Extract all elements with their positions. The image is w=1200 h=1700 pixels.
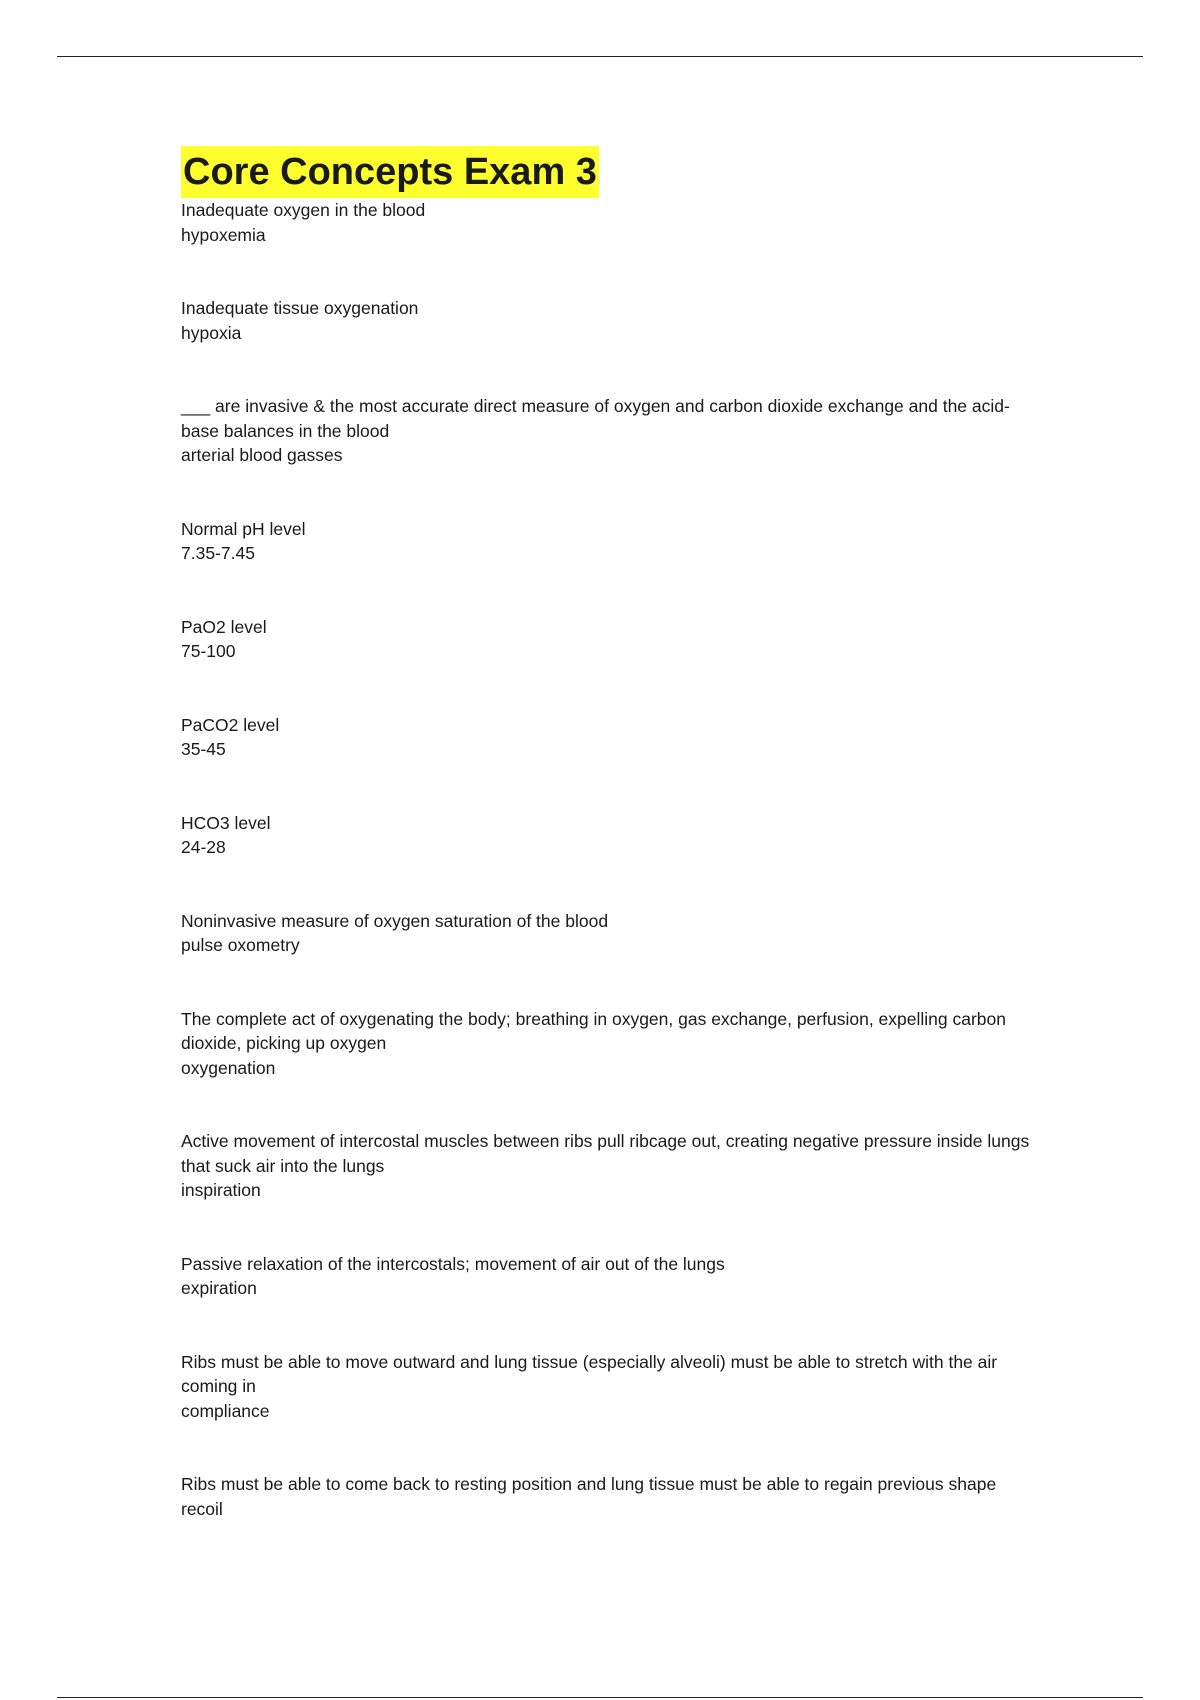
flashcard-answer: pulse oxometry	[181, 935, 300, 955]
flashcard-answer: 35-45	[181, 739, 226, 759]
flashcard	[181, 615, 1031, 664]
flashcard	[181, 909, 1031, 958]
flashcard-question: HCO3 level	[181, 812, 271, 833]
flashcard-question: Inadequate oxygen in the blood	[181, 200, 426, 220]
flashcard-answer: inspiration	[181, 1180, 261, 1200]
flashcard-question: Ribs must be able to come back to resting position and lung tissue must be able to regain previous shape	[181, 1474, 997, 1494]
flashcard-answer: recoil	[181, 1498, 223, 1519]
flashcard-answer: compliance	[181, 1400, 270, 1421]
header-rule	[57, 56, 1143, 57]
flashcard-question: PaCO2 level	[181, 714, 280, 735]
document-title: Core Concepts Exam 3	[181, 146, 599, 198]
flashcard-question: ___ are invasive & the most accurate direct measure of oxygen and carbon dioxide exchange and the acid-base balances in the blood	[181, 396, 1010, 441]
flashcard-question: Ribs must be able to move outward and lung tissue (especially alveoli) must be able to stretch with the air coming in	[181, 1351, 998, 1396]
flashcard-question: Passive relaxation of the intercostals; movement of air out of the lungs	[181, 1253, 725, 1274]
flashcard-question: Normal pH level	[181, 518, 306, 539]
footer-rule	[57, 1697, 1143, 1698]
flashcard-answer: hypoxemia	[181, 224, 266, 245]
flashcard-list	[181, 198, 1031, 1521]
flashcard-answer: oxygenation	[181, 1057, 276, 1078]
flashcard-answer: 7.35-7.45	[181, 543, 255, 563]
flashcard	[181, 198, 1031, 247]
flashcard	[181, 394, 1031, 468]
flashcard	[181, 296, 1031, 345]
flashcard-answer: 24-28	[181, 837, 226, 857]
flashcard	[181, 1472, 1031, 1521]
flashcard-answer: expiration	[181, 1278, 257, 1298]
flashcard	[181, 1007, 1031, 1081]
flashcard	[181, 713, 1031, 762]
flashcard-question: Noninvasive measure of oxygen saturation of the blood	[181, 910, 609, 931]
flashcard	[181, 517, 1031, 566]
flashcard	[181, 1252, 1031, 1301]
flashcard-question: The complete act of oxygenating the body; breathing in oxygen, gas exchange, perfusion, expelling carbon dioxide, picking up oxygen	[181, 1008, 1006, 1053]
document-body	[181, 146, 1031, 1570]
flashcard-answer: hypoxia	[181, 322, 242, 343]
flashcard	[181, 1129, 1031, 1203]
flashcard-question: Active movement of intercostal muscles between ribs pull ribcage out, creating negative pressure inside lungs that suck air into the lungs	[181, 1131, 1030, 1176]
flashcard-question: Inadequate tissue oxygenation	[181, 298, 419, 318]
flashcard	[181, 811, 1031, 860]
flashcard-question: PaO2 level	[181, 616, 267, 637]
flashcard-answer: arterial blood gasses	[181, 445, 343, 465]
flashcard-answer: 75-100	[181, 641, 236, 661]
flashcard	[181, 1350, 1031, 1424]
